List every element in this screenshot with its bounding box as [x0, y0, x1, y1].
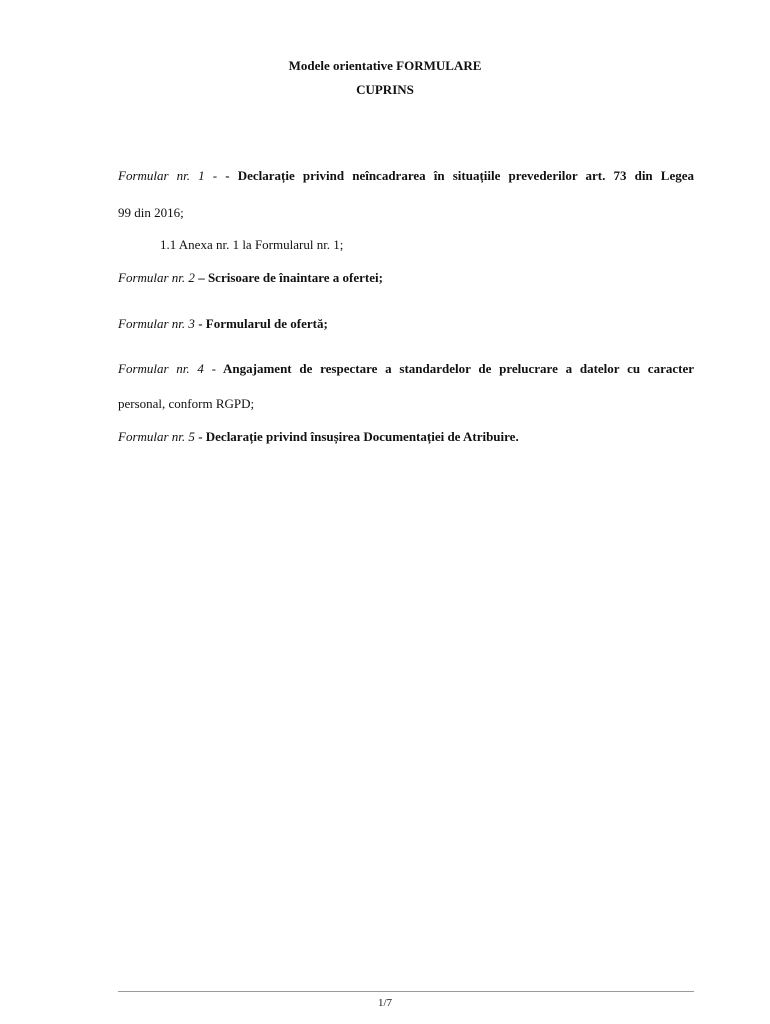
toc-item-5	[118, 429, 694, 445]
toc-item-5-label: Formular nr. 5	[118, 429, 195, 444]
toc-item-4-text: Angajament de respectare a standardelor de prelucrare a datelor cu caracter	[216, 361, 694, 376]
toc-item-3	[118, 316, 694, 332]
toc-item-4-label: Formular nr. 4 -	[118, 361, 216, 376]
toc-item-1-label: Formular nr. 1 -	[118, 168, 218, 183]
toc-item-2-text: – Scrisoare de înaintare a ofertei;	[194, 270, 383, 285]
toc-item-1-separator: -	[217, 168, 238, 183]
footer-divider	[118, 991, 694, 992]
page-number: 1/7	[377, 997, 393, 1009]
toc-item-1-line-1	[118, 168, 694, 184]
document-subtitle: CUPRINS	[356, 82, 414, 97]
toc-item-3-label: Formular nr. 3	[118, 316, 195, 331]
toc-item-2-label: Formular nr. 2	[118, 270, 195, 285]
toc-item-1-line-2: 99 din 2016;	[118, 205, 184, 220]
toc-item-4-line-2: personal, conform RGPD;	[118, 396, 255, 411]
toc-item-3-text: - Formularul de ofertă;	[194, 316, 328, 331]
toc-item-2	[118, 270, 694, 286]
toc-subitem-1-1: 1.1 Anexa nr. 1 la Formularul nr. 1;	[160, 237, 344, 252]
toc-item-1-text: Declarație privind neîncadrarea în situațiile prevederilor art. 73 din Legea	[237, 168, 694, 183]
toc-item-4-line-1	[118, 361, 694, 377]
document-title: Modele orientative FORMULARE	[288, 58, 482, 73]
toc-item-5-text: - Declarație privind însușirea Documentației de Atribuire.	[194, 429, 519, 444]
